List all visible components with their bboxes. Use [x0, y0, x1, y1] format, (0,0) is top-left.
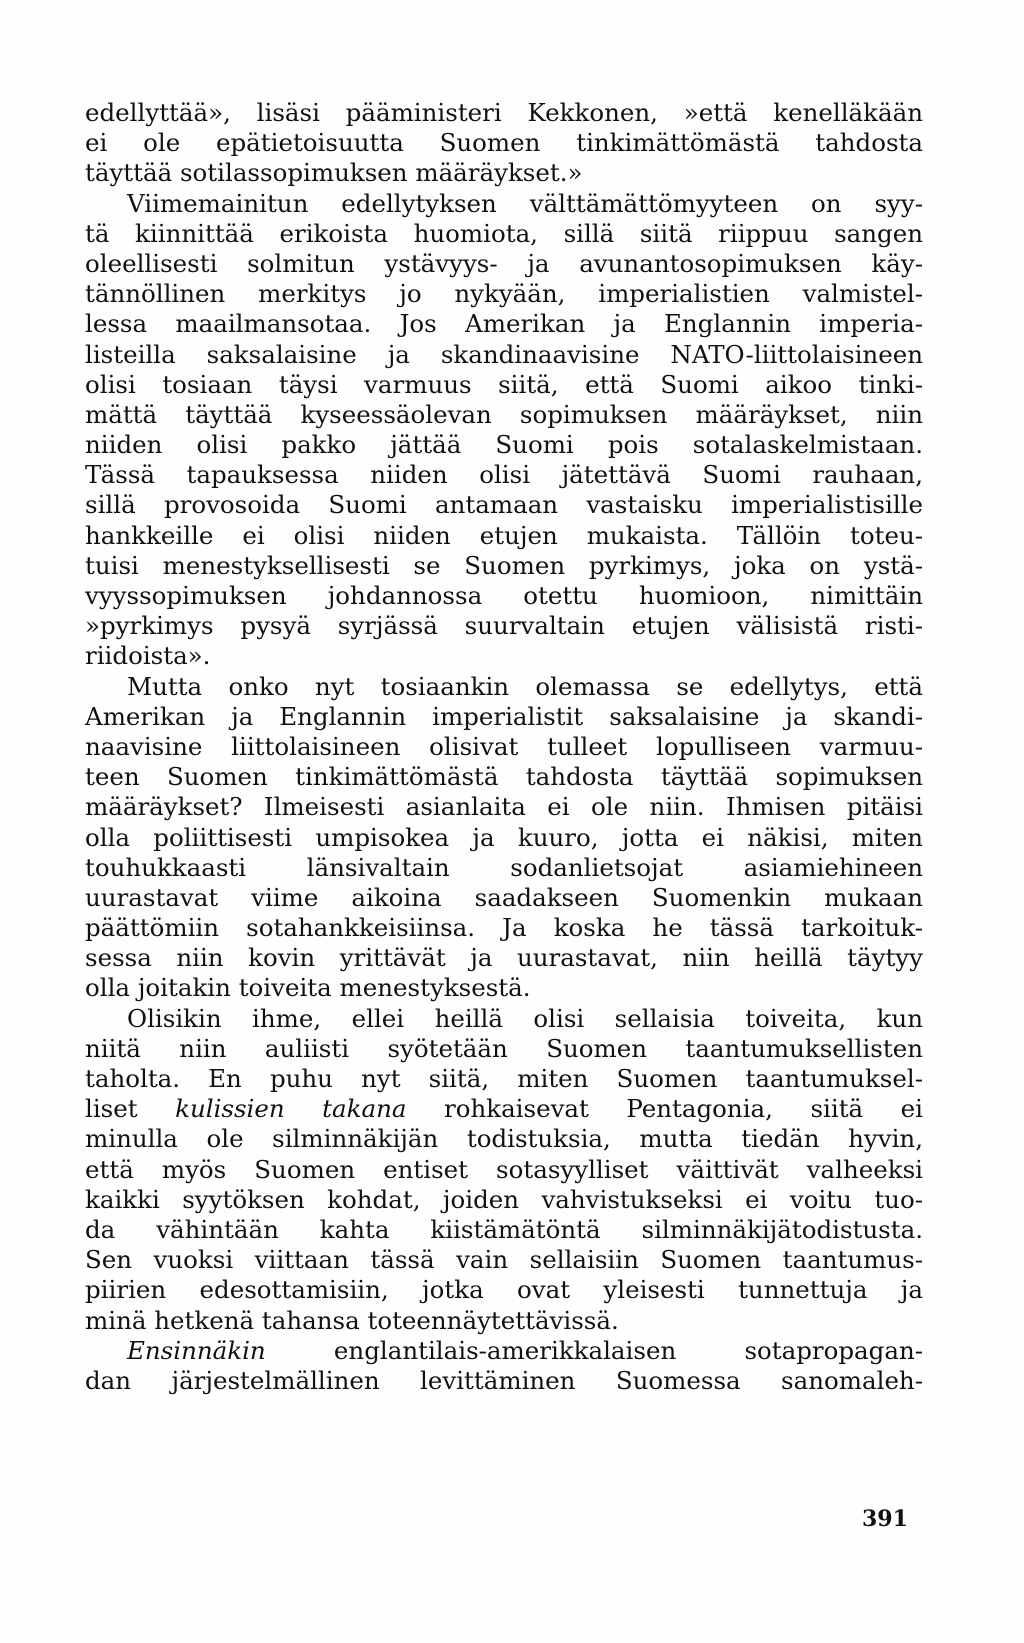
text-line	[85, 1336, 923, 1366]
text-line	[85, 1094, 923, 1124]
text-line: Mutta onko nyt tosiaankin olemassa se edellytys, että	[127, 671, 923, 701]
text-line: tä kiinnittää erikoista huomiota, sillä siitä riippuu sangen	[85, 218, 923, 248]
text-line: olla joitakin toiveita menestyksestä.	[85, 973, 531, 1003]
page-number: 391	[862, 1506, 908, 1532]
text-line: minä hetkenä tahansa toteennäytettävissä.	[85, 1305, 619, 1335]
text-line: hankkeille ei olisi niiden etujen mukaista. Tällöin toteu-	[85, 520, 923, 550]
text-line: Viimemainitun edellytyksen välttämättömyyteen on syy-	[127, 188, 923, 218]
text-line: että myös Suomen entiset sotasyylliset väittivät valheeksi	[85, 1154, 923, 1184]
text-line: Sen vuoksi viittaan tässä vain sellaisiin Suomen taantumus-	[85, 1245, 923, 1275]
italic-emphasis: kulissien takana	[175, 1094, 407, 1124]
text-line: niitä niin auliisti syötetään Suomen taantumuksellisten	[85, 1033, 923, 1063]
text-line: edellyttää», lisäsi pääministeri Kekkonen, »että kenelläkään	[85, 98, 923, 127]
text-line: täyttää sotilassopimuksen määräykset.»	[85, 158, 583, 188]
text-line: mättä täyttää kyseessäolevan sopimuksen määräykset, niin	[85, 399, 923, 429]
text-line: da vähintään kahta kiistämätöntä silminnäkijätodistusta.	[85, 1214, 923, 1244]
text-line: Olisikin ihme, ellei heillä olisi sellaisia toiveita, kun	[127, 1003, 923, 1033]
text-line: piirien edesottamisiin, jotka ovat yleisesti tunnettuja ja	[85, 1275, 923, 1305]
text-line: Amerikan ja Englannin imperialistit saksalaisine ja skandi-	[85, 701, 923, 731]
text-line: lessa maailmansotaa. Jos Amerikan ja Englannin imperia-	[85, 309, 923, 339]
text-line: oleellisesti solmitun ystävyys- ja avunantosopimuksen käy-	[85, 248, 923, 278]
text-line: riidoista».	[85, 641, 211, 671]
text-line: listeilla saksalaisine ja skandinaavisine NATO-liittolaisineen	[85, 339, 923, 369]
text-line: niiden olisi pakko jättää Suomi pois sotalaskelmistaan.	[85, 430, 923, 460]
text-line: taholta. En puhu nyt siitä, miten Suomen taantumuksel-	[85, 1064, 923, 1093]
text-line: »pyrkimys pysyä syrjässä suurvaltain etujen välisistä risti-	[85, 611, 923, 641]
text-segment: rohkaisevat Pentagonia, siitä ei	[443, 1094, 923, 1124]
text-line: tännöllinen merkitys jo nykyään, imperialistien valmistel-	[85, 279, 923, 309]
text-line: olisi tosiaan täysi varmuus siitä, että Suomi aikoo tinki-	[85, 369, 923, 399]
text-segment: liset	[85, 1094, 138, 1124]
text-line: naavisine liittolaisineen olisivat tulleet lopulliseen varmuu-	[85, 731, 923, 761]
body-text	[85, 98, 923, 1396]
text-line: touhukkaasti länsivaltain sodanlietsojat asiamiehineen	[85, 852, 923, 882]
text-line: olla poliittisesti umpisokea ja kuuro, jotta ei näkisi, miten	[85, 822, 923, 852]
text-line: dan järjestelmällinen levittäminen Suomessa sanomaleh-	[85, 1365, 923, 1395]
text-line: päättömiin sotahankkeisiinsa. Ja koska he tässä tarkoituk-	[85, 913, 923, 943]
text-line: vyyssopimuksen johdannossa otettu huomioon, nimittäin	[85, 581, 923, 610]
italic-emphasis: Ensinnäkin	[127, 1335, 266, 1365]
text-line: uurastavat viime aikoina saadakseen Suomenkin mukaan	[85, 882, 923, 912]
text-line: määräykset? Ilmeisesti asianlaita ei ole niin. Ihmisen pitäisi	[85, 792, 923, 822]
text-segment: englantilais-amerikkalaisen sotapropagan-	[333, 1335, 923, 1365]
text-line: sillä provosoida Suomi antamaan vastaisku imperialistisille	[85, 490, 923, 520]
text-line: minulla ole silminnäkijän todistuksia, mutta tiedän hyvin,	[85, 1124, 923, 1154]
text-line: sessa niin kovin yrittävät ja uurastavat, niin heillä täytyy	[85, 943, 923, 973]
text-line: tuisi menestyksellisesti se Suomen pyrkimys, joka on ystä-	[85, 550, 923, 580]
text-line: kaikki syytöksen kohdat, joiden vahvistukseksi ei voitu tuo-	[85, 1184, 923, 1214]
text-line: ei ole epätietoisuutta Suomen tinkimättömästä tahdosta	[85, 128, 923, 158]
text-line: Tässä tapauksessa niiden olisi jätettävä Suomi rauhaan,	[85, 460, 923, 490]
text-line: teen Suomen tinkimättömästä tahdosta täyttää sopimuksen	[85, 762, 923, 792]
